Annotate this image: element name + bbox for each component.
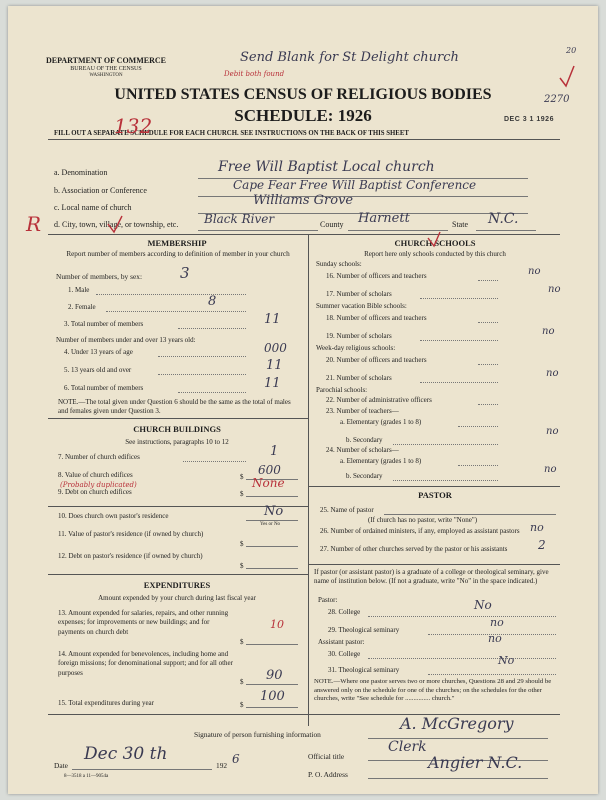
q16-label: 16. Number of officers and teachers (326, 272, 427, 280)
q8-label: 8. Value of church edifices (58, 471, 133, 479)
form-title: UNITED STATES CENSUS OF RELIGIOUS BODIES (114, 86, 492, 103)
owns-residence-value: No (264, 504, 284, 519)
county-value: Harnett (358, 211, 410, 226)
red-check-marks (8, 6, 598, 794)
under-over-label: Number of members under and over 13 years old: (56, 336, 196, 344)
q7-label: 7. Number of church edifices (58, 453, 140, 461)
po-address-value: Angier N.C. (428, 753, 523, 772)
county-label: County (320, 220, 344, 229)
official-title-value: Clerk (388, 739, 427, 755)
census-schedule-sheet: DEPARTMENT OF COMMERCE BUREAU OF THE CENSUS WASHINGTON UNITED STATES CENSUS OF RELIGIOUS BODIES SCHEDULE: 1926 FILL OUT A SEPARATE SCHEDULE FOR EACH CHURCH. SEE INSTRUCTIONS ON THE BACK OF THIS SHEET Send Blank for St Delight church Debit both found 2270 20 DEC 3 1 1926 132 a. Denomination Free Will Baptist Local church b. Association or Conference Cape Fear Free Will Baptist Conference c. Local name of church Williams Grove d. City, town, village, or township, etc. Black River County Harnett State N.C. R MEMBERSHIP Report number of members according to definition of member in your church Number of members, by sex: 3 1. Male 2. Female 8 3. Total number of members 11 Number of members under and over 13 years old: 4. Under 13 years of age 000 5. 13 years old and over 11 6. Total number of members 11 NOTE.—The total given under Question 6 should be the same as the total of males and females given under Question 3. CHURCH BUILDINGS See instructions, paragraphs 10 to 12 7. Number of church edifices 1 8. Value of church edifices $ 600 (Probably duplicated) 9. Debt on church edifices $ None 10. Does church own pastor's residence No Yes or No 11. Value of pastor's residence (if owned by church) $ 12. Debt on pastor's residence (if owned by church) $ EXPENDITURES Amount expended by your church during last fiscal year 13. Amount expended for salaries, repairs, and other running expenses; for improvements or new buildings; and for payments on church debt $ 10 14. Amount expended for benevolences, including home and foreign missions; for denominational support; and for all other purposes $ 90 15. Total expenditures during year $ 100 CHURCH SCHOOLS Report here only schools conducted by this church Sunday schools: 16. Number of officers and teachers no 17. Number of scholars no Summer vacation Bible schools: 18. Number of officers and teachers 19. Number of scholars no Week-day religious schools: 20. Number of officers and teachers 21. Number of scholars no Parochial schools: 22. Number of administrative officers 23. Number of teachers— a. Elementary (grades 1 to 8) b. Secondary no 24. Number of scholars— a. Elementary (grades 1 to 8) b. Secondary no PASTOR 25. Name of pastor (If church has no pastor, write "None") 26. Number of ordained ministers, if any, employed as assistant pastors no 27. Number of other churches served by the pastor or his assistants 2 If pastor (or assistant pastor) is a graduate of a college or theological seminary, give name of institution below. (If not a graduate, write "No" in the space indicated.) Pastor: 28. College No 29. Theological seminary no Assistant pastor: 30. College no 31. Theological seminary No NOTE.—Where one pastor serves two or more churches, Questions 28 and 29 should be answered only on the schedule for one of the churches; on the schedules for the other churches, write "See schedule for ............... church." Signature of person furnishing information A. McGregory Official title Clerk P. O. Address Angier N.C. Date Dec 30 th 192 6 8—3518 a 11—9054a (8, 6, 598, 794)
q3-label: 3. Total number of members (64, 320, 144, 328)
q30-label: 30. College (328, 650, 361, 658)
edifices-value: 1 (270, 444, 279, 459)
pastor-sublabel: Pastor: (318, 596, 338, 604)
q28-label: 28. College (328, 608, 361, 616)
membership-title: MEMBERSHIP (147, 238, 207, 248)
q25-note: (If church has no pastor, write "None") (368, 516, 478, 524)
q10-label: 10. Does church own pastor's residence (58, 512, 169, 520)
q29-label: 29. Theological seminary (328, 626, 400, 634)
signature-label: Signature of person furnishing information (194, 730, 321, 739)
instructions-line: FILL OUT A SEPARATE SCHEDULE FOR EACH CHURCH. SEE INSTRUCTIONS ON THE BACK OF THIS SHEET (54, 130, 409, 137)
buildings-title: CHURCH BUILDINGS (133, 424, 221, 434)
schedule-number: 132 (114, 114, 153, 138)
asst-pastor-sublabel: Assistant pastor: (318, 638, 365, 646)
total-members-6-value: 11 (264, 376, 281, 391)
po-address-label: P. O. Address (308, 770, 348, 779)
q14-label: 14. Amount expended for benevolences, including home and foreign missions; for denominational support; and for all other purposes (58, 650, 233, 677)
pastor-college-value: No (474, 598, 492, 612)
q18-label: 18. Number of officers and teachers (326, 314, 427, 322)
weekday-schools-label: Week-day religious schools: (316, 344, 396, 352)
denomination-value: Free Will Baptist Local church (218, 159, 435, 175)
year-prefix: 192 (216, 761, 228, 770)
state-label: State (452, 220, 468, 229)
local-name-label: c. Local name of church (54, 203, 132, 212)
running-expenses-value: 10 (270, 618, 284, 631)
check-mark-1 (560, 66, 574, 86)
yes-no-caption: Yes or No (260, 522, 281, 527)
asst-seminary-value: No (498, 654, 515, 667)
female-value: 8 (208, 294, 217, 309)
pastor-title: PASTOR (418, 490, 452, 500)
probably-duplicated-note: (Probably duplicated) (60, 481, 137, 489)
q21-label: 21. Number of scholars (326, 374, 392, 382)
q31-label: 31. Theological seminary (328, 666, 400, 674)
q23b-label: b. Secondary (346, 436, 383, 444)
association-value: Cape Fear Free Will Baptist Conference (233, 178, 477, 192)
assistant-ministers-value: no (530, 521, 544, 534)
association-label: b. Association or Conference (54, 186, 147, 195)
over-13-value: 11 (266, 358, 283, 373)
q2-label: 2. Female (68, 303, 96, 311)
schools-subtitle: Report here only schools conducted by this church (364, 250, 506, 258)
q20-label: 20. Number of officers and teachers (326, 356, 427, 364)
official-title-label: Official title (308, 752, 345, 761)
q4-label: 4. Under 13 years of age (64, 348, 133, 356)
q23-label: 23. Number of teachers— (326, 407, 399, 415)
pastor-seminary-value: no (490, 616, 504, 629)
total-expenditures-value: 100 (260, 689, 285, 704)
benevolences-value: 90 (266, 668, 283, 683)
q19-label: 19. Number of scholars (326, 332, 392, 340)
handwritten-top-note: Send Blank for St Delight church (240, 50, 459, 65)
form-code: 8—3518 a 11—9054a (64, 774, 109, 779)
q11-label: 11. Value of pastor's residence (if owned by church) (58, 530, 204, 538)
schools-title: CHURCH SCHOOLS (394, 238, 476, 248)
male-value: 3 (180, 264, 190, 282)
q23a-label: a. Elementary (grades 1 to 8) (340, 418, 422, 426)
asst-college-value: no (488, 632, 502, 645)
members-by-sex-label: Number of members, by sex: (56, 272, 142, 281)
q12-label: 12. Debt on pastor's residence (if owned by church) (58, 552, 203, 560)
state-value: N.C. (488, 211, 519, 227)
under-13-value: 000 (264, 341, 287, 355)
pastor-note: NOTE.—Where one pastor serves two or more churches, Questions 28 and 29 should be answered only on the schedule for one of the churches; on the schedules for the other churches, write "See schedule for ............... church." (314, 678, 552, 703)
local-name-value: Williams Grove (253, 193, 354, 208)
q17-label: 17. Number of scholars (326, 290, 392, 298)
q9-label: 9. Debt on church edifices (58, 488, 132, 496)
q15-label: 15. Total expenditures during year (58, 699, 154, 707)
q27-label: 27. Number of other churches served by the pastor or his assistants (320, 545, 508, 553)
summer-schools-label: Summer vacation Bible schools: (316, 302, 407, 310)
q17-value: no (548, 284, 561, 295)
sunday-schools-label: Sunday schools: (316, 260, 362, 268)
q22-label: 22. Number of administrative officers (326, 396, 432, 404)
department-name: DEPARTMENT OF COMMERCE (45, 56, 166, 65)
expenditures-subtitle: Amount expended by your church during last fiscal year (98, 594, 256, 602)
q24b-label: b. Secondary (346, 472, 383, 480)
q21-value: no (546, 368, 559, 379)
debt-edifices-value: None (252, 476, 285, 490)
check-mark-3 (108, 216, 122, 232)
corner-number: 2270 (544, 94, 570, 105)
expenditures-title: EXPENDITURES (143, 580, 211, 590)
city-value: Black River (204, 212, 275, 226)
bureau-name: BUREAU OF THE CENSUS (70, 66, 142, 72)
q24-label: 24. Number of scholars— (326, 446, 399, 454)
bureau-city: WASHINGTON (89, 73, 123, 78)
q24a-label: a. Elementary (grades 1 to 8) (340, 457, 422, 465)
edifice-value-value: 600 (258, 463, 281, 477)
buildings-subtitle: See instructions, paragraphs 10 to 12 (125, 438, 229, 446)
q24b-value: no (544, 464, 557, 475)
q1-label: 1. Male (68, 286, 90, 294)
total-members-value: 11 (264, 312, 281, 327)
membership-note: NOTE.—The total given under Question 6 should be the same as the total of males and females given under Question 3. (58, 398, 291, 415)
parochial-schools-label: Parochial schools: (316, 386, 368, 394)
denomination-label: a. Denomination (54, 168, 108, 177)
q26-label: 26. Number of ordained ministers, if any, employed as assistant pastors (320, 527, 520, 535)
handwritten-sub-note: Debit both found (224, 70, 285, 78)
membership-subtitle: Report number of members according to definition of member in your church (66, 250, 290, 258)
signature-value: A. McGregory (400, 714, 514, 733)
received-date-stamp: DEC 3 1 1926 (504, 116, 554, 123)
date-label: Date (54, 761, 68, 770)
q23b-value: no (546, 426, 559, 437)
q6-label: 6. Total number of members (64, 384, 144, 392)
other-churches-value: 2 (538, 538, 546, 552)
check-mark-2 (428, 232, 440, 246)
q25-label: 25. Name of pastor (320, 506, 374, 514)
college-note: If pastor (or assistant pastor) is a graduate of a college or theological seminary, give name of institution below. (If not a graduate, write "No" in the space indicated.) (314, 568, 549, 585)
date-value: Dec 30 th (84, 744, 168, 764)
corner-small-number: 20 (566, 46, 577, 55)
red-margin-mark: R (26, 212, 42, 236)
q19-value: no (542, 326, 555, 337)
q16-value: no (528, 266, 541, 277)
q13-label: 13. Amount expended for salaries, repairs, and other running expenses; for improvements or new buildings; and for payments on church debt (58, 609, 229, 636)
q5-label: 5. 13 years old and over (64, 366, 132, 374)
schedule-title: SCHEDULE: 1926 (234, 106, 372, 125)
city-label: d. City, town, village, or township, etc. (54, 220, 179, 229)
year-digit: 6 (232, 752, 240, 766)
